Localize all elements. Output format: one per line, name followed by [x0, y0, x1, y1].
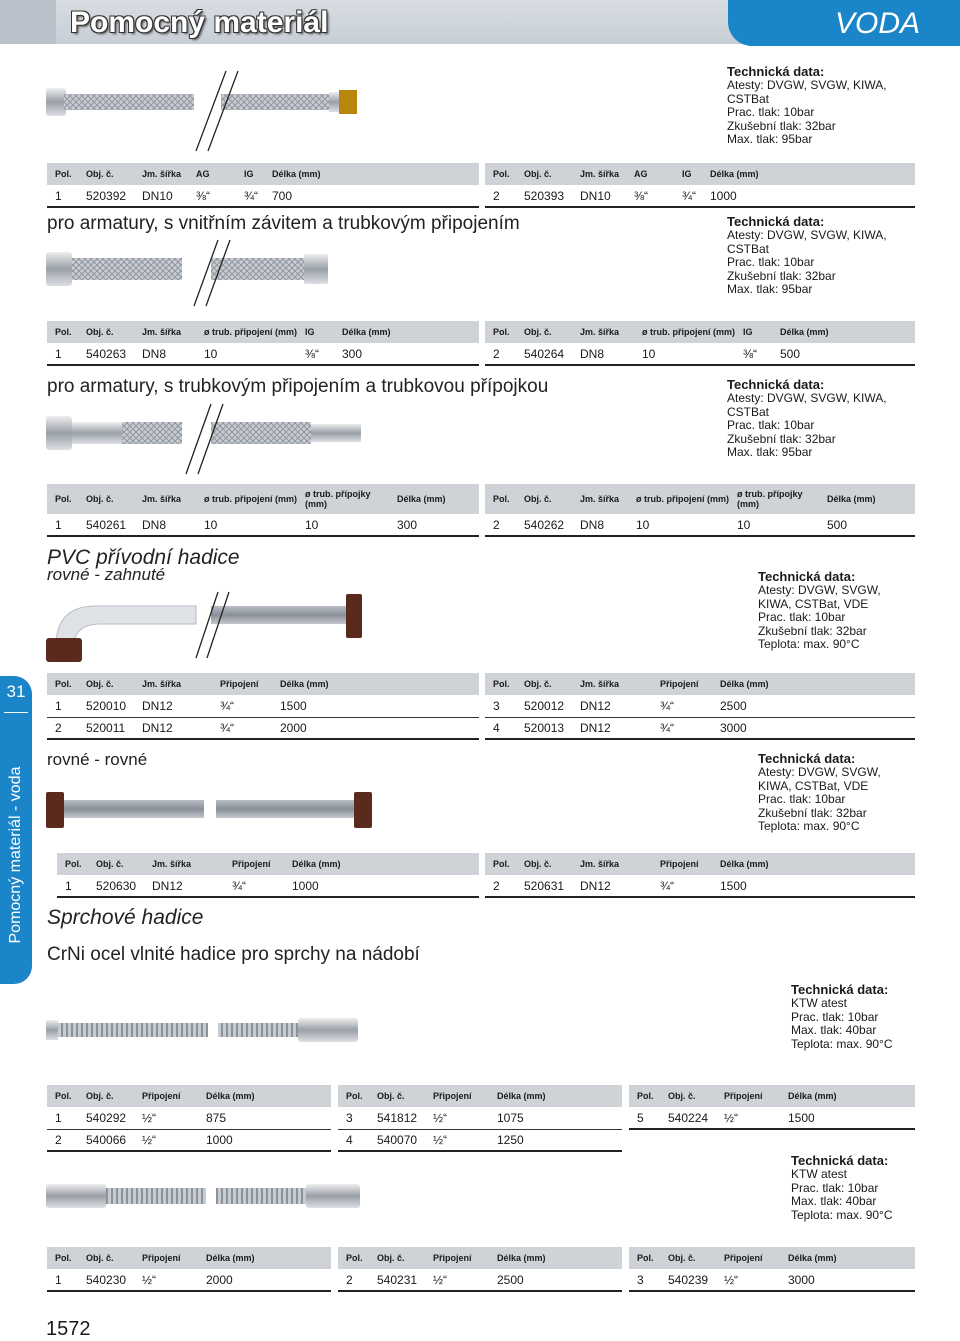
col-header: Pol. — [47, 1247, 78, 1269]
col-header: Pol. — [47, 321, 78, 343]
tech-data-2 — [727, 214, 887, 297]
col-header: Obj. č. — [78, 1247, 134, 1269]
cell: DN12 — [572, 875, 652, 897]
cell: 4 — [338, 1129, 369, 1151]
col-header: Pol. — [338, 1085, 369, 1107]
cell: 2 — [47, 1129, 78, 1151]
cell: 500 — [772, 343, 915, 365]
cell: 540224 — [660, 1107, 716, 1129]
pvc-hose-bent-image — [46, 586, 366, 664]
cell: 2 — [485, 514, 516, 536]
cell: 2 — [485, 185, 516, 207]
cell: 1 — [47, 514, 78, 536]
side-tab — [0, 676, 32, 984]
col-header: IG — [297, 321, 334, 343]
col-header: Obj. č. — [78, 484, 134, 514]
cell: 540070 — [369, 1129, 425, 1151]
tech-data-3 — [727, 377, 887, 460]
cell: 541812 — [369, 1107, 425, 1129]
col-header: Pol. — [485, 853, 516, 875]
table-row — [47, 1129, 331, 1151]
col-header: Připojení — [134, 1085, 198, 1107]
col-header: Připojení — [652, 853, 712, 875]
col-header: ø trub. připojení (mm) — [196, 484, 297, 514]
cell: ¾“ — [652, 875, 712, 897]
cell: ½“ — [425, 1129, 489, 1151]
table-row — [57, 875, 479, 897]
cell: 1500 — [780, 1107, 915, 1129]
tech-line: Prac. tlak: 10bar — [727, 418, 815, 432]
cell: 2 — [338, 1269, 369, 1291]
cell: 10 — [196, 343, 297, 365]
header-strip — [0, 0, 56, 44]
col-header: Délka (mm) — [489, 1085, 622, 1107]
cell: 540066 — [78, 1129, 134, 1151]
cell: ¾“ — [674, 185, 702, 207]
col-header: AG — [188, 163, 236, 185]
cell: 700 — [264, 185, 479, 207]
cell: DN8 — [134, 343, 196, 365]
col-header: Pol. — [47, 1085, 78, 1107]
table-row — [485, 343, 915, 365]
col-header: ø trub. přípojky (mm) — [297, 484, 389, 514]
tech-line: Atesty: DVGW, SVGW, KIWA, — [727, 228, 887, 242]
col-header: Pol. — [57, 853, 88, 875]
cell: 3 — [485, 695, 516, 717]
col-header: Délka (mm) — [198, 1247, 331, 1269]
col-header: Pol. — [629, 1247, 660, 1269]
cell: 10 — [297, 514, 389, 536]
col-header: Obj. č. — [369, 1085, 425, 1107]
product-table — [338, 1085, 622, 1152]
col-header: Délka (mm) — [264, 163, 479, 185]
col-header: Jm. šířka — [134, 673, 212, 695]
col-header: Jm. šířka — [134, 163, 188, 185]
cell: DN10 — [134, 185, 188, 207]
col-header: IG — [674, 163, 702, 185]
col-header: ø trub. připojení (mm) — [628, 484, 729, 514]
col-header: Jm. šířka — [572, 163, 626, 185]
col-header: Délka (mm) — [284, 853, 479, 875]
col-header: Pol. — [338, 1247, 369, 1269]
table-row — [485, 695, 915, 717]
cell: 10 — [196, 514, 297, 536]
tech-line: Zkušební tlak: 32bar — [758, 623, 867, 638]
product-table — [629, 1247, 915, 1292]
product-table — [629, 1085, 915, 1130]
tech-line: Teplota: max. 90°C — [758, 819, 860, 833]
col-header: Obj. č. — [516, 673, 572, 695]
cell: 540262 — [516, 514, 572, 536]
cell: 4 — [485, 717, 516, 739]
col-header: Jm. šířka — [572, 673, 652, 695]
cell: DN10 — [572, 185, 626, 207]
col-header: ø trub. přípojky (mm) — [729, 484, 819, 514]
cell: 1 — [47, 1107, 78, 1129]
cell: ¾“ — [212, 695, 272, 717]
cell: ¾“ — [236, 185, 264, 207]
tech-heading: Technická data: — [791, 982, 889, 997]
col-header: Délka (mm) — [772, 321, 915, 343]
tech-heading: Technická data: — [727, 377, 825, 392]
tech-data-6 — [791, 982, 893, 1051]
table-row — [485, 875, 915, 897]
tech-line: Atesty: DVGW, SVGW, KIWA, — [727, 78, 887, 92]
cell: 2500 — [712, 695, 915, 717]
side-page-number: 31 — [6, 682, 26, 701]
col-header: Obj. č. — [516, 321, 572, 343]
cell: 540230 — [78, 1269, 134, 1291]
tech-data-5 — [758, 751, 881, 834]
braided-hose-image-1 — [46, 66, 376, 156]
col-header: Délka (mm) — [780, 1085, 915, 1107]
tech-line: Max. tlak: 40bar — [791, 1023, 877, 1037]
tech-line: Atesty: DVGW, SVGW, — [758, 583, 881, 597]
col-header: Pol. — [485, 163, 516, 185]
tech-line: Teplota: max. 90°C — [791, 1036, 893, 1051]
cell: 1 — [47, 695, 78, 717]
cell: 3000 — [712, 717, 915, 739]
cell: 1500 — [712, 875, 915, 897]
cell: 540261 — [78, 514, 134, 536]
cell: DN8 — [572, 343, 634, 365]
cell: 540264 — [516, 343, 572, 365]
tech-line: Prac. tlak: 10bar — [727, 255, 815, 269]
col-header: Pol. — [485, 484, 516, 514]
cell: ½“ — [425, 1269, 489, 1291]
col-header: Obj. č. — [516, 163, 572, 185]
cell: ¾“ — [652, 695, 712, 717]
col-header: Délka (mm) — [780, 1247, 915, 1269]
col-header: Délka (mm) — [334, 321, 479, 343]
section-subheading: rovné - zahnuté — [47, 565, 166, 584]
tech-line: KIWA, CSTBat, VDE — [758, 596, 869, 611]
col-header: Obj. č. — [660, 1247, 716, 1269]
cell: 10 — [628, 514, 729, 536]
pvc-hose-straight-image — [46, 774, 376, 846]
col-header: Připojení — [425, 1085, 489, 1107]
product-table — [47, 1247, 331, 1292]
col-header: Pol. — [485, 673, 516, 695]
table-row — [47, 717, 479, 739]
tech-line: Teplota: max. 90°C — [758, 637, 860, 651]
tech-line: KTW atest — [791, 1167, 848, 1181]
table-row — [338, 1269, 622, 1291]
tech-data-1 — [727, 64, 887, 147]
col-header: ø trub. připojení (mm) — [196, 321, 297, 343]
table-row — [47, 343, 479, 365]
section-heading: CrNi ocel vlnité hadice pro sprchy na nádobí — [47, 944, 420, 965]
category-tab — [728, 0, 960, 46]
tech-line: KTW atest — [791, 996, 848, 1010]
cell: 540239 — [660, 1269, 716, 1291]
product-table — [485, 673, 915, 740]
col-header: Délka (mm) — [819, 484, 915, 514]
col-header: Obj. č. — [78, 1085, 134, 1107]
page-title: Pomocný materiál — [70, 6, 329, 39]
tech-line: Prac. tlak: 10bar — [727, 105, 815, 119]
tech-heading: Technická data: — [727, 214, 825, 229]
product-table — [47, 484, 479, 537]
cell: DN12 — [572, 695, 652, 717]
cell: 520012 — [516, 695, 572, 717]
product-table — [47, 321, 479, 366]
cell: 520392 — [78, 185, 134, 207]
table-row — [338, 1107, 622, 1129]
table-row — [47, 185, 479, 207]
col-header: Připojení — [716, 1085, 780, 1107]
section-heading: Sprchové hadice — [47, 906, 204, 929]
col-header: Obj. č. — [516, 853, 572, 875]
col-header: Délka (mm) — [489, 1247, 622, 1269]
cell: ½“ — [716, 1107, 780, 1129]
col-header: Obj. č. — [516, 484, 572, 514]
product-table — [485, 163, 915, 208]
cell: ½“ — [134, 1269, 198, 1291]
col-header: Délka (mm) — [712, 853, 915, 875]
product-table — [485, 321, 915, 366]
cell: DN12 — [572, 717, 652, 739]
tech-line: Max. tlak: 95bar — [727, 282, 813, 296]
tech-line: Zkušební tlak: 32bar — [758, 805, 867, 820]
col-header: Pol. — [485, 321, 516, 343]
cell: 2 — [485, 343, 516, 365]
product-table — [57, 853, 479, 898]
cell: 10 — [729, 514, 819, 536]
tech-line: Max. tlak: 40bar — [791, 1194, 877, 1208]
col-header: Připojení — [134, 1247, 198, 1269]
cell: 875 — [198, 1107, 331, 1129]
table-row — [47, 695, 479, 717]
col-header: Délka (mm) — [272, 673, 479, 695]
tech-line: Atesty: DVGW, SVGW, — [758, 765, 881, 779]
col-header: Připojení — [716, 1247, 780, 1269]
col-header: Pol. — [47, 673, 78, 695]
col-header: Délka (mm) — [702, 163, 915, 185]
cell: ¾“ — [212, 717, 272, 739]
tech-heading: Technická data: — [758, 751, 856, 766]
product-table — [47, 163, 479, 208]
tech-line: Max. tlak: 95bar — [727, 132, 813, 146]
col-header: Jm. šířka — [572, 321, 634, 343]
table-row — [485, 185, 915, 207]
tech-line: Prac. tlak: 10bar — [791, 1180, 879, 1195]
col-header: Jm. šířka — [572, 484, 628, 514]
table-row — [47, 514, 479, 536]
tech-line: Prac. tlak: 10bar — [758, 610, 846, 624]
col-header: Připojení — [212, 673, 272, 695]
side-divider — [4, 712, 28, 713]
cell: 300 — [389, 514, 479, 536]
table-row — [629, 1269, 915, 1291]
cell: 500 — [819, 514, 915, 536]
shower-hose-image-2 — [46, 1166, 366, 1226]
col-header: Obj. č. — [78, 321, 134, 343]
cell: DN8 — [134, 514, 196, 536]
cell: 520010 — [78, 695, 134, 717]
cell: 2 — [47, 717, 78, 739]
cell: 520011 — [78, 717, 134, 739]
tech-line: Prac. tlak: 10bar — [758, 792, 846, 806]
col-header: Připojení — [652, 673, 712, 695]
col-header: Pol. — [47, 484, 78, 514]
table-row — [47, 1269, 331, 1291]
col-header: Obj. č. — [369, 1247, 425, 1269]
braided-hose-image-3 — [46, 402, 366, 476]
tech-line: Zkušební tlak: 32bar — [727, 431, 836, 446]
cell: 1000 — [198, 1129, 331, 1151]
cell: 3 — [629, 1269, 660, 1291]
col-header: Jm. šířka — [144, 853, 224, 875]
cell: 540292 — [78, 1107, 134, 1129]
side-label: Pomocný materiál - voda — [7, 766, 24, 944]
cell: ¾“ — [652, 717, 712, 739]
col-header: Délka (mm) — [712, 673, 915, 695]
cell: 540263 — [78, 343, 134, 365]
cell: 1000 — [284, 875, 479, 897]
tech-heading: Technická data: — [791, 1153, 889, 1168]
col-header: IG — [236, 163, 264, 185]
braided-hose-image-2 — [46, 238, 346, 308]
cell: 2 — [485, 875, 516, 897]
table-row — [338, 1129, 622, 1151]
cell: ⅜“ — [297, 343, 334, 365]
cell: ¾“ — [224, 875, 284, 897]
table-row — [485, 514, 915, 536]
cell: 1500 — [272, 695, 479, 717]
product-table — [485, 484, 915, 537]
col-header: Pol. — [47, 163, 78, 185]
tech-line: Zkušební tlak: 32bar — [727, 268, 836, 283]
col-header: Připojení — [425, 1247, 489, 1269]
table-row — [629, 1107, 915, 1129]
tech-line: Teplota: max. 90°C — [791, 1207, 893, 1222]
cell: DN8 — [572, 514, 628, 536]
table-row — [485, 717, 915, 739]
cell: ⅜“ — [735, 343, 772, 365]
tech-line: Zkušební tlak: 32bar — [727, 118, 836, 133]
cell: 2000 — [272, 717, 479, 739]
cell: 3000 — [780, 1269, 915, 1291]
col-header: Jm. šířka — [572, 853, 652, 875]
cell: ½“ — [134, 1107, 198, 1129]
cell: DN12 — [144, 875, 224, 897]
cell: 520631 — [516, 875, 572, 897]
cell: 520013 — [516, 717, 572, 739]
cell: 1000 — [702, 185, 915, 207]
col-header: Obj. č. — [660, 1085, 716, 1107]
tech-heading: Technická data: — [727, 64, 825, 79]
col-header: Délka (mm) — [389, 484, 479, 514]
cell: 520393 — [516, 185, 572, 207]
cell: 5 — [629, 1107, 660, 1129]
col-header: Pol. — [629, 1085, 660, 1107]
tech-line: Max. tlak: 95bar — [727, 445, 813, 459]
cell: DN12 — [134, 717, 212, 739]
tech-data-4 — [758, 569, 881, 652]
cell: ⅜“ — [188, 185, 236, 207]
section-heading: pro armatury, s vnitřním závitem a trubkovým připojením — [47, 213, 520, 234]
cell: 2000 — [198, 1269, 331, 1291]
tech-line: CSTBat — [727, 404, 770, 419]
table-row — [47, 1107, 331, 1129]
product-table — [485, 853, 915, 898]
col-header: Délka (mm) — [198, 1085, 331, 1107]
tech-line: Atesty: DVGW, SVGW, KIWA, — [727, 391, 887, 405]
footer-page-number: 1572 — [46, 1318, 91, 1340]
cell: 1 — [47, 185, 78, 207]
tech-line: Prac. tlak: 10bar — [791, 1009, 879, 1024]
cell: 1 — [47, 1269, 78, 1291]
col-header: Obj. č. — [88, 853, 144, 875]
tech-line: CSTBat — [727, 241, 770, 256]
cell: 10 — [634, 343, 735, 365]
cell: ½“ — [134, 1129, 198, 1151]
tech-data-7 — [791, 1153, 893, 1222]
cell: 300 — [334, 343, 479, 365]
cell: ⅜“ — [626, 185, 674, 207]
col-header: IG — [735, 321, 772, 343]
cell: 1075 — [489, 1107, 622, 1129]
col-header: Připojení — [224, 853, 284, 875]
col-header: Obj. č. — [78, 163, 134, 185]
col-header: Jm. šířka — [134, 321, 196, 343]
col-header: AG — [626, 163, 674, 185]
product-table — [47, 673, 479, 740]
cell: 540231 — [369, 1269, 425, 1291]
product-table — [47, 1085, 331, 1152]
tech-heading: Technická data: — [758, 569, 856, 584]
cell: ½“ — [716, 1269, 780, 1291]
cell: 1250 — [489, 1129, 622, 1151]
col-header: Jm. šířka — [134, 484, 196, 514]
col-header: Obj. č. — [78, 673, 134, 695]
section-heading: rovné - rovné — [47, 750, 148, 769]
shower-hose-image-1 — [46, 1000, 366, 1060]
tech-line: CSTBat — [727, 91, 770, 106]
tech-line: KIWA, CSTBat, VDE — [758, 778, 869, 793]
category-label: VODA — [834, 7, 920, 40]
cell: 520630 — [88, 875, 144, 897]
cell: 1 — [57, 875, 88, 897]
section-heading: PVC přívodní hadice — [47, 546, 240, 569]
cell: 2500 — [489, 1269, 622, 1291]
col-header: ø trub. připojení (mm) — [634, 321, 735, 343]
product-table — [338, 1247, 622, 1292]
cell: 3 — [338, 1107, 369, 1129]
cell: DN12 — [134, 695, 212, 717]
cell: 1 — [47, 343, 78, 365]
section-heading: pro armatury, s trubkovým připojením a trubkovou přípojkou — [47, 376, 549, 397]
cell: ½“ — [425, 1107, 489, 1129]
